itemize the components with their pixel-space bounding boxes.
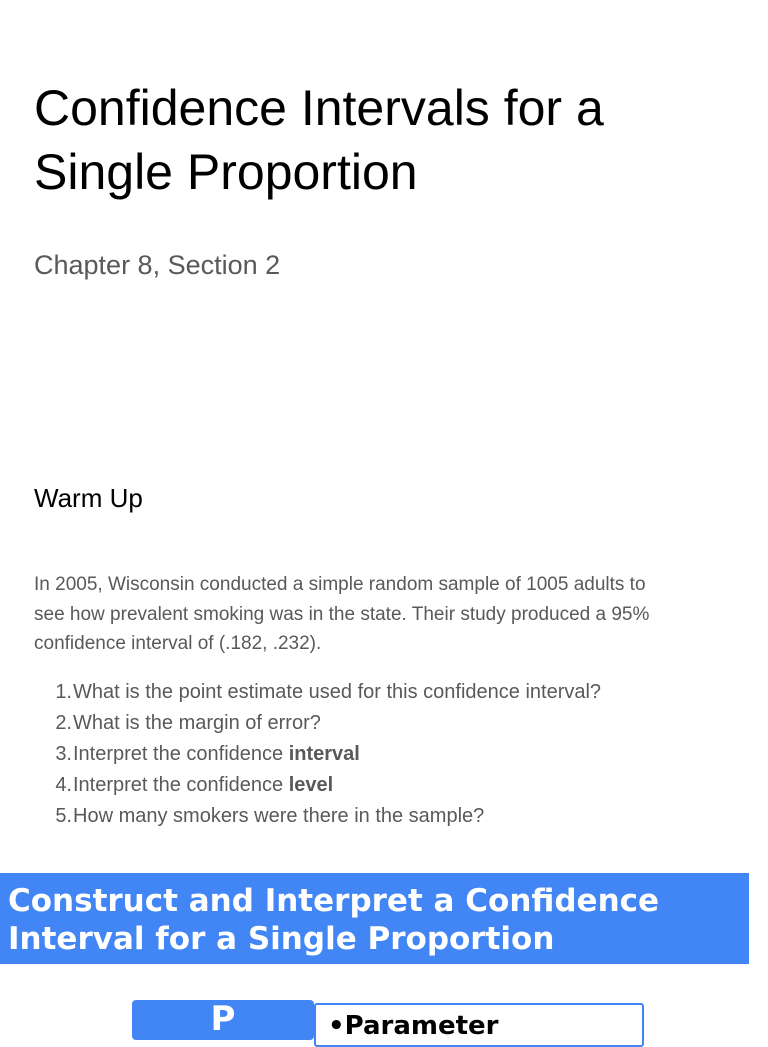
question-text-main: Interpret the confidence: [73, 743, 289, 765]
diagram-definition-box: [314, 1003, 644, 1047]
question-item: [34, 708, 734, 739]
question-item: [34, 739, 734, 770]
question-number: 3.: [55, 743, 72, 765]
question-text-main: What is the margin of error?: [73, 712, 321, 734]
slide-subtitle: Chapter 8, Section 2: [34, 250, 281, 280]
question-number: 1.: [55, 681, 72, 703]
question-number: 2.: [55, 712, 72, 734]
question-text-main: How many smokers were there in the sample?: [73, 805, 485, 827]
question-item: [34, 770, 734, 801]
diagram-symbol-box: [132, 1000, 314, 1040]
question-number: 5.: [55, 805, 72, 827]
diagram-symbol-label: P: [210, 1000, 236, 1039]
question-text-main: What is the point estimate used for this confidence interval?: [73, 681, 602, 703]
question-number: 4.: [55, 774, 72, 796]
question-emphasis: level: [288, 774, 334, 796]
question-item: [34, 677, 734, 708]
warmup-heading: Warm Up: [34, 483, 143, 513]
question-text: [73, 677, 601, 708]
question-text: [73, 801, 484, 832]
question-text-main: Interpret the confidence: [73, 774, 289, 796]
question-text: [73, 770, 333, 801]
warmup-paragraph: In 2005, Wisconsin conducted a simple random sample of 1005 adults to see how prevalent smoking was in the state. Their study produced a 95% confidence interval of (.182, .232).: [34, 574, 650, 654]
question-item: [34, 801, 734, 832]
parameter-diagram: [132, 1000, 644, 1040]
question-text: [73, 708, 321, 739]
slide-title: Confidence Intervals for a Single Proportion: [34, 80, 604, 200]
banner-title: Construct and Interpret a Confidence Interval for a Single Proportion: [8, 883, 660, 957]
question-list: [34, 677, 734, 832]
question-text: [73, 739, 360, 770]
section-banner: [0, 873, 749, 964]
diagram-definition-label: •Parameter: [328, 1011, 499, 1041]
question-emphasis: interval: [288, 743, 360, 765]
